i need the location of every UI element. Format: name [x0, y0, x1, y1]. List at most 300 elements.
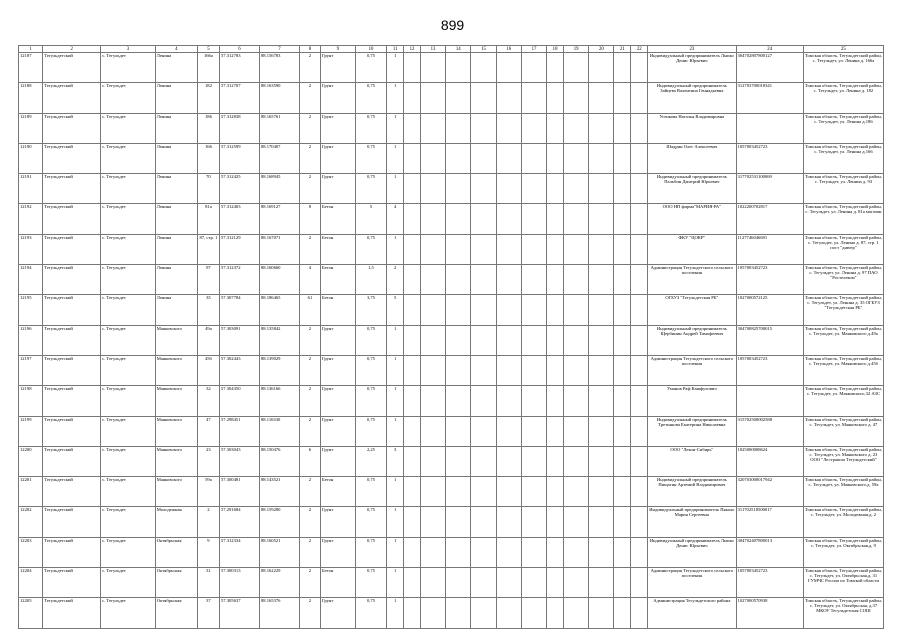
- table-cell: [496, 234, 521, 264]
- table-cell: [589, 386, 614, 416]
- table-cell: [420, 355, 445, 385]
- table-cell: с. Тегульдет: [101, 265, 156, 295]
- table-cell: [614, 325, 631, 355]
- table-cell: [404, 265, 421, 295]
- table-cell: [547, 355, 564, 385]
- table-cell: 304700825700015: [736, 325, 803, 355]
- table-cell: 166а: [197, 53, 219, 83]
- table-cell: [521, 446, 546, 476]
- table-cell: 12205: [19, 598, 43, 628]
- table-cell: с. Тегульдет: [101, 204, 156, 234]
- table-row: [19, 234, 884, 264]
- table-cell: [521, 265, 546, 295]
- table-cell: 12194: [19, 265, 43, 295]
- table-cell: 1: [387, 416, 404, 446]
- table-cell: [547, 477, 564, 507]
- table-cell: [547, 83, 564, 113]
- table-cell: [631, 386, 648, 416]
- table-cell: Индивидуальный предприниматель Лыпко Денис Юрьевич: [648, 53, 736, 83]
- table-cell: [521, 568, 546, 598]
- table-cell: Томская область, Тегульдетский район, с. Тегульдет, ул. Маяковского д.49а: [803, 325, 883, 355]
- table-cell: 31: [197, 568, 219, 598]
- table-cell: [446, 295, 471, 325]
- table-cell: Тегульдетский: [43, 598, 101, 628]
- column-header: 20: [589, 46, 614, 53]
- table-cell: [404, 416, 421, 446]
- table-cell: [496, 477, 521, 507]
- table-cell: [471, 204, 496, 234]
- table-cell: [547, 295, 564, 325]
- table-cell: [404, 295, 421, 325]
- table-cell: [563, 234, 588, 264]
- table-cell: [589, 265, 614, 295]
- table-cell: 12196: [19, 325, 43, 355]
- table-cell: [589, 568, 614, 598]
- table-cell: 312703700018341: [736, 83, 803, 113]
- table-cell: с. Тегульдет: [101, 143, 156, 173]
- table-cell: 88.186465: [259, 295, 299, 325]
- data-table: [18, 45, 884, 629]
- table-cell: Ленина: [155, 265, 197, 295]
- table-cell: 57.312599: [219, 143, 259, 173]
- table-cell: [614, 234, 631, 264]
- table-cell: Ленина: [155, 174, 197, 204]
- table-cell: [471, 113, 496, 143]
- table-cell: [589, 174, 614, 204]
- table-cell: [563, 598, 588, 628]
- table-cell: Бетон: [320, 265, 355, 295]
- table-cell: [631, 325, 648, 355]
- table-cell: [631, 234, 648, 264]
- table-cell: Ленина: [155, 204, 197, 234]
- table-cell: Тегульдетский: [43, 355, 101, 385]
- column-header: 13: [420, 46, 445, 53]
- column-header: 1: [19, 46, 43, 53]
- table-cell: 57.303091: [219, 325, 259, 355]
- table-cell: [471, 265, 496, 295]
- column-header: 11: [387, 46, 404, 53]
- table-cell: Тегульдетский: [43, 174, 101, 204]
- table-cell: 12200: [19, 446, 43, 476]
- table-cell: 4: [299, 265, 320, 295]
- table-row: [19, 386, 884, 416]
- table-cell: 88.116330: [259, 416, 299, 446]
- table-cell: [404, 204, 421, 234]
- table-cell: [589, 537, 614, 567]
- column-header: 16: [496, 46, 521, 53]
- table-cell: [521, 325, 546, 355]
- table-cell: [496, 265, 521, 295]
- table-cell: [496, 537, 521, 567]
- table-cell: [446, 386, 471, 416]
- table-cell: 57.312783: [219, 53, 259, 83]
- table-cell: 57.305637: [219, 598, 259, 628]
- column-header: 25: [803, 46, 883, 53]
- table-cell: Бетон: [320, 568, 355, 598]
- table-cell: 87, стр. 1: [197, 234, 219, 264]
- table-cell: [496, 325, 521, 355]
- table-cell: [547, 325, 564, 355]
- table-cell: Индивидуальный предприниматель Пальбин Дмитрий Юрьевич: [648, 174, 736, 204]
- table-cell: ООО "Лекон-Сибирь": [648, 446, 736, 476]
- table-cell: с. Тегульдет: [101, 386, 156, 416]
- table-cell: 12195: [19, 295, 43, 325]
- table-cell: [496, 174, 521, 204]
- column-header: 4: [155, 46, 197, 53]
- table-row: [19, 295, 884, 325]
- table-cell: [547, 416, 564, 446]
- table-cell: [420, 53, 445, 83]
- column-header: 9: [320, 46, 355, 53]
- table-cell: 0,75: [355, 507, 387, 537]
- table-cell: 57.312129: [219, 234, 259, 264]
- table-cell: 88.165761: [259, 113, 299, 143]
- table-cell: Бетон: [320, 204, 355, 234]
- table-cell: [420, 83, 445, 113]
- column-header: 6: [219, 46, 259, 53]
- table-cell: 57.304350: [219, 386, 259, 416]
- table-cell: 2: [299, 598, 320, 628]
- table-cell: [563, 295, 588, 325]
- table-cell: [563, 53, 588, 83]
- table-cell: Томская область, Тегульдетский район, с. Тегульдет, ул. Ленина д. 182: [803, 83, 883, 113]
- table-cell: [446, 234, 471, 264]
- table-cell: [446, 537, 471, 567]
- table-cell: Томская область, Тегульдетский район, с. Тегульдет, ул. Октябрьская,д. 31 ГУМЧС России по Томской области: [803, 568, 883, 598]
- table-cell: [563, 507, 588, 537]
- table-cell: Маяковского: [155, 325, 197, 355]
- table-cell: [404, 507, 421, 537]
- table-cell: 1: [387, 386, 404, 416]
- table-cell: 311702518500017: [736, 507, 803, 537]
- table-cell: с. Тегульдет: [101, 234, 156, 264]
- table-cell: [446, 416, 471, 446]
- table-cell: 12189: [19, 113, 43, 143]
- table-row: [19, 174, 884, 204]
- table-cell: [446, 113, 471, 143]
- table-cell: 88.168945: [259, 174, 299, 204]
- table-cell: 1027000570938: [736, 598, 803, 628]
- table-row: [19, 507, 884, 537]
- table-cell: Октябрьская: [155, 568, 197, 598]
- table-cell: Тегульдетский: [43, 386, 101, 416]
- table-cell: 2: [299, 477, 320, 507]
- table-cell: [420, 477, 445, 507]
- table-cell: с. Тегульдет: [101, 295, 156, 325]
- table-cell: Томская область, Тегульдетский район, с. Тегульдет, ул. Ленина д.166: [803, 143, 883, 173]
- table-cell: 12202: [19, 507, 43, 537]
- table-cell: 70: [197, 174, 219, 204]
- table-cell: 57.298451: [219, 416, 259, 446]
- table-cell: [496, 295, 521, 325]
- table-cell: Маяковского: [155, 416, 197, 446]
- table-cell: 57.300313: [219, 568, 259, 598]
- table-cell: 1: [387, 174, 404, 204]
- table-cell: [404, 143, 421, 173]
- table-cell: Томская область, Тегульдетский район, с. Тегульдет, ул. Ленина д. 93: [803, 174, 883, 204]
- table-cell: 1: [387, 598, 404, 628]
- table-cell: [589, 507, 614, 537]
- table-cell: с. Тегульдет: [101, 174, 156, 204]
- table-cell: [736, 113, 803, 143]
- table-cell: ООО НП фирма"МАРИЯ-РА": [648, 204, 736, 234]
- table-cell: [631, 265, 648, 295]
- table-cell: 3: [387, 446, 404, 476]
- table-cell: [614, 537, 631, 567]
- table-cell: 12192: [19, 204, 43, 234]
- table-cell: 0,75: [355, 386, 387, 416]
- table-cell: [614, 113, 631, 143]
- table-cell: [404, 386, 421, 416]
- table-cell: Томская область, Тегульдетский район, с. Тегульдет, ул. Маяковского,д. 59а: [803, 477, 883, 507]
- table-row: [19, 598, 884, 628]
- table-cell: Томская область, Тегульдетский район, с. Тегульдет, ул. Ленина д. 87, стр. 1 пост "днюер": [803, 234, 883, 264]
- column-header: 22: [631, 46, 648, 53]
- table-cell: [404, 537, 421, 567]
- table-cell: 12198: [19, 386, 43, 416]
- table-cell: [547, 507, 564, 537]
- table-cell: [420, 204, 445, 234]
- table-cell: [446, 325, 471, 355]
- table-cell: [521, 143, 546, 173]
- table-cell: [563, 174, 588, 204]
- table-cell: [521, 598, 546, 628]
- table-cell: 5: [387, 295, 404, 325]
- table-cell: [521, 477, 546, 507]
- table-cell: 88.143521: [259, 477, 299, 507]
- column-header: 5: [197, 46, 219, 53]
- table-cell: 0,75: [355, 113, 387, 143]
- table-cell: [631, 83, 648, 113]
- table-cell: [547, 204, 564, 234]
- table-cell: Тегульдетский: [43, 143, 101, 173]
- table-cell: 2: [299, 143, 320, 173]
- table-cell: 0,75: [355, 53, 387, 83]
- table-cell: 1057003452723: [736, 355, 803, 385]
- table-cell: 2: [299, 537, 320, 567]
- table-cell: [547, 53, 564, 83]
- table-cell: [614, 143, 631, 173]
- table-row: [19, 355, 884, 385]
- table-cell: 186: [197, 113, 219, 143]
- table-cell: Шадрин Олег Алексеевич: [648, 143, 736, 173]
- table-cell: 37: [197, 598, 219, 628]
- table-cell: [496, 355, 521, 385]
- table-cell: [420, 325, 445, 355]
- table-cell: [420, 446, 445, 476]
- table-cell: [547, 174, 564, 204]
- table-cell: [521, 416, 546, 446]
- table-cell: [446, 598, 471, 628]
- table-cell: [589, 53, 614, 83]
- table-cell: 0,75: [355, 83, 387, 113]
- table-cell: [614, 295, 631, 325]
- table-row: [19, 416, 884, 446]
- table-cell: [420, 598, 445, 628]
- table-cell: Маяковского: [155, 386, 197, 416]
- table-cell: [589, 113, 614, 143]
- table-cell: 1: [387, 477, 404, 507]
- table-cell: [420, 537, 445, 567]
- table-cell: 2: [197, 507, 219, 537]
- table-cell: 1: [387, 234, 404, 264]
- table-cell: 45б: [197, 355, 219, 385]
- table-cell: 1025000008624: [736, 446, 803, 476]
- column-header: 21: [614, 46, 631, 53]
- table-cell: 88.163590: [259, 83, 299, 113]
- table-cell: Грунт: [320, 113, 355, 143]
- table-cell: [631, 507, 648, 537]
- table-row: [19, 568, 884, 598]
- table-cell: Ленина: [155, 113, 197, 143]
- table-cell: 0,75: [355, 477, 387, 507]
- table-cell: [563, 477, 588, 507]
- table-cell: ФКУ "ЦОКР": [648, 234, 736, 264]
- table-cell: 35: [197, 295, 219, 325]
- table-cell: 0,75: [355, 174, 387, 204]
- table-cell: [547, 143, 564, 173]
- table-cell: с. Тегульдет: [101, 113, 156, 143]
- table-cell: Грунт: [320, 174, 355, 204]
- table-cell: [547, 265, 564, 295]
- table-cell: Грунт: [320, 416, 355, 446]
- table-cell: с. Тегульдет: [101, 507, 156, 537]
- table-cell: [614, 416, 631, 446]
- table-cell: [736, 386, 803, 416]
- table-cell: 3,75: [355, 295, 387, 325]
- table-cell: [446, 143, 471, 173]
- table-cell: 12199: [19, 416, 43, 446]
- table-cell: [589, 83, 614, 113]
- table-cell: 12188: [19, 83, 43, 113]
- table-cell: 88.167071: [259, 234, 299, 264]
- table-cell: 304702807800127: [736, 53, 803, 83]
- table-cell: 1127746046691: [736, 234, 803, 264]
- table-cell: 182: [197, 83, 219, 113]
- table-cell: Томская область, Тегульдетский район, с. Тегульдет, ул. Ленина д. 166а: [803, 53, 883, 83]
- table-cell: [589, 598, 614, 628]
- table-cell: [614, 355, 631, 385]
- table-cell: 88.162229: [259, 568, 299, 598]
- table-cell: 57.312707: [219, 83, 259, 113]
- table-cell: Тегульдетский: [43, 53, 101, 83]
- table-cell: Бетон: [320, 477, 355, 507]
- table-cell: 1: [387, 53, 404, 83]
- table-cell: 2: [299, 386, 320, 416]
- table-cell: [563, 83, 588, 113]
- column-header: 2: [43, 46, 101, 53]
- table-cell: Томская область, Тегульдетский район, с. Тегульдет, ул. Ленина д.186: [803, 113, 883, 143]
- table-cell: Тегульдетский: [43, 416, 101, 446]
- table-cell: [446, 265, 471, 295]
- table-cell: [563, 416, 588, 446]
- table-cell: 2: [299, 568, 320, 598]
- table-cell: Тегульдетский: [43, 113, 101, 143]
- column-header: 17: [521, 46, 546, 53]
- table-cell: 88.139029: [259, 355, 299, 385]
- table-cell: [420, 295, 445, 325]
- table-cell: Тегульдетский: [43, 295, 101, 325]
- table-cell: [589, 325, 614, 355]
- table-cell: Тегульдетский: [43, 537, 101, 567]
- table-cell: 320703000017942: [736, 477, 803, 507]
- table-cell: [404, 568, 421, 598]
- table-cell: [471, 295, 496, 325]
- table-cell: 88.160660: [259, 265, 299, 295]
- table-cell: 2: [299, 355, 320, 385]
- table-cell: 2: [299, 416, 320, 446]
- table-cell: 0,75: [355, 598, 387, 628]
- table-cell: [521, 507, 546, 537]
- table-cell: [420, 386, 445, 416]
- table-cell: [420, 265, 445, 295]
- table-cell: Ленина: [155, 234, 197, 264]
- table-cell: [496, 598, 521, 628]
- table-cell: [446, 83, 471, 113]
- table-cell: Грунт: [320, 355, 355, 385]
- table-cell: 88.165376: [259, 598, 299, 628]
- table-cell: [496, 386, 521, 416]
- table-cell: 57.300481: [219, 477, 259, 507]
- table-cell: Администрация Тегульдетского сельского поселения: [648, 355, 736, 385]
- table-cell: Усенкова Наталья Владимировна: [648, 113, 736, 143]
- table-row: [19, 53, 884, 83]
- table-cell: [614, 83, 631, 113]
- table-cell: Индивидуальный предприниматель Пищагин Артемий Владимирович: [648, 477, 736, 507]
- table-cell: 88.150476: [259, 446, 299, 476]
- table-cell: [614, 568, 631, 598]
- table-cell: [563, 537, 588, 567]
- column-header: 14: [446, 46, 471, 53]
- table-cell: [614, 507, 631, 537]
- table-cell: 0,75: [355, 234, 387, 264]
- table-cell: [404, 325, 421, 355]
- table-cell: Томская область, Тегульдетский район, с. Тегульдет, ул. Маяковского д. 47: [803, 416, 883, 446]
- table-cell: [496, 53, 521, 83]
- table-cell: [420, 113, 445, 143]
- table-cell: [404, 355, 421, 385]
- table-cell: [404, 598, 421, 628]
- table-cell: [446, 355, 471, 385]
- table-row: [19, 477, 884, 507]
- table-cell: Грунт: [320, 325, 355, 355]
- table-cell: [404, 53, 421, 83]
- table-row: [19, 204, 884, 234]
- table-row: [19, 265, 884, 295]
- table-cell: [521, 386, 546, 416]
- table-cell: Тегульдетский: [43, 265, 101, 295]
- table-cell: Томская область, Тегульдетский район, с. Тегульдет, ул. Маяковского д. 23 ООО "Лестрашпа Тегульдетский": [803, 446, 883, 476]
- table-cell: 0,75: [355, 568, 387, 598]
- table-cell: [446, 53, 471, 83]
- table-cell: 2: [299, 234, 320, 264]
- table-cell: [420, 234, 445, 264]
- table-cell: Тегульдетский: [43, 446, 101, 476]
- table-cell: 97: [197, 265, 219, 295]
- table-cell: [589, 416, 614, 446]
- table-cell: [631, 598, 648, 628]
- table-cell: [547, 537, 564, 567]
- table-cell: [631, 446, 648, 476]
- table-cell: 0,75: [355, 416, 387, 446]
- column-header: 15: [471, 46, 496, 53]
- table-cell: [446, 446, 471, 476]
- table-cell: 12203: [19, 537, 43, 567]
- table-cell: [614, 477, 631, 507]
- table-cell: 88.135842: [259, 325, 299, 355]
- table-cell: [614, 204, 631, 234]
- table-cell: [521, 204, 546, 234]
